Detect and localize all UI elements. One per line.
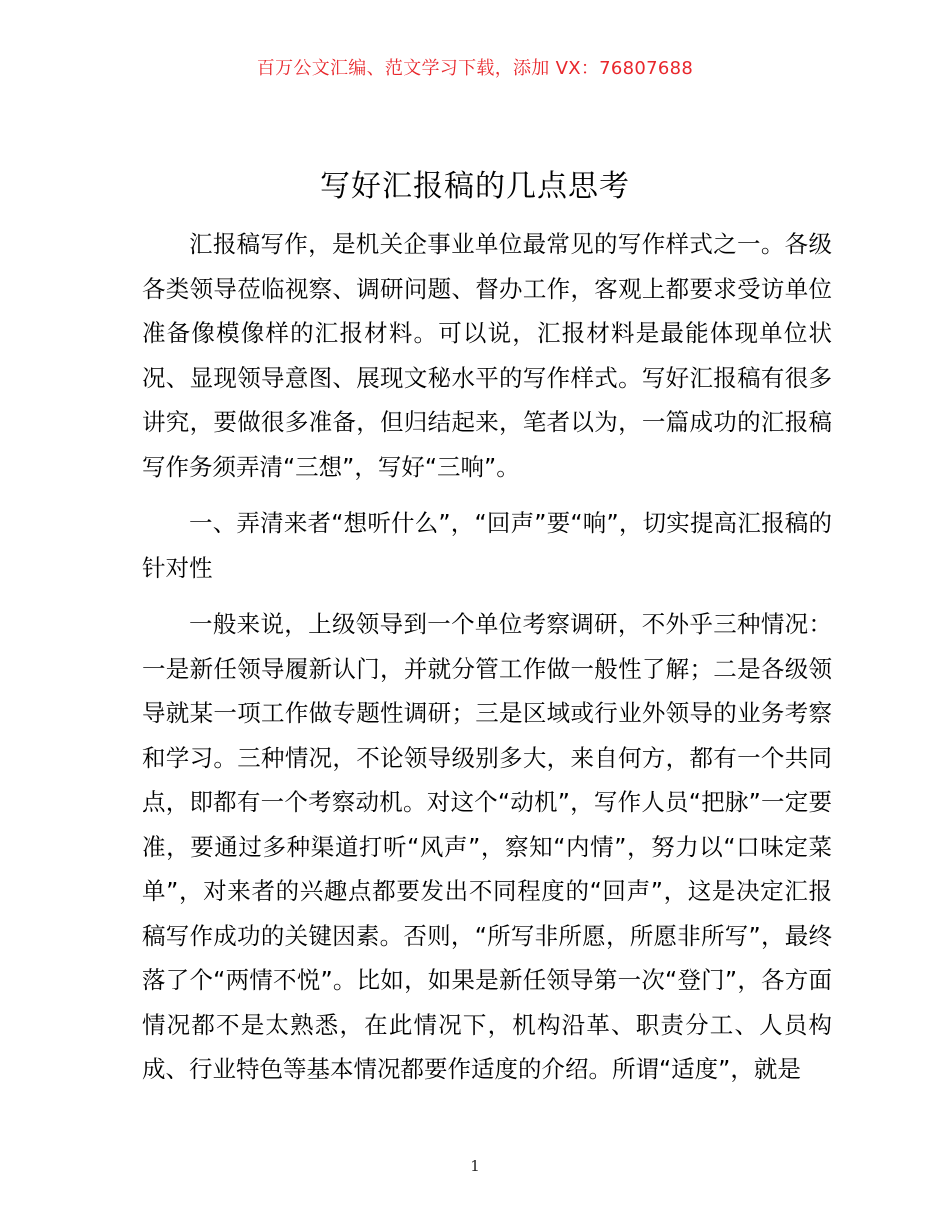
paragraph-section-body: 一般来说，上级领导到一个单位考察调研，不外乎三种情况：一是新任领导履新认门，并就分管工作做一般性了解；二是各级领导就某一项工作做专题性调研；三是区域或行业外领导的业务考察和学习。三种情况，不论领导级别多大，来自何方，都有一个共同点，即都有一个考察动机。对这个“动机”，写作人员“把脉”一定要准，要通过多种渠道打听“风声”，察知“内情”，努力以“口味定菜单”，对来者的兴趣点都要发出不同程度的“回声”，这是决定汇报稿写作成功的关键因素。否则，“所写非所愿，所愿非所写”，最终落了个“两情不悦”。比如，如果是新任领导第一次“登门”，各方面情况都不是太熟悉，在此情况下，机构沿革、职责分工、人员构成、行业特色等基本情况都要作适度的介绍。所谓“适度”，就是 <box>142 610 832 1083</box>
page-number: 1 <box>470 1157 480 1175</box>
paragraph-section-heading: 一、弄清来者“想听什么”，“回声”要“响”，切实提高汇报稿的针对性 <box>142 509 832 582</box>
document-title: 写好汇报稿的几点思考 <box>320 169 630 204</box>
header-watermark-note: 百万公文汇编、范文学习下载，添加 VX：76807688 <box>256 58 694 79</box>
paragraph-intro: 汇报稿写作，是机关企事业单位最常见的写作样式之一。各级各类领导莅临视察、调研问题、督办工作，客观上都要求受访单位准备像模像样的汇报材料。可以说，汇报材料是最能体现单位状况、显现领导意图、展现文秘水平的写作样式。写好汇报稿有很多讲究，要做很多准备，但归结起来，笔者以为，一篇成功的汇报稿写作务须弄清“三想”，写好“三响”。 <box>142 230 832 481</box>
document-body <box>142 222 832 1104</box>
